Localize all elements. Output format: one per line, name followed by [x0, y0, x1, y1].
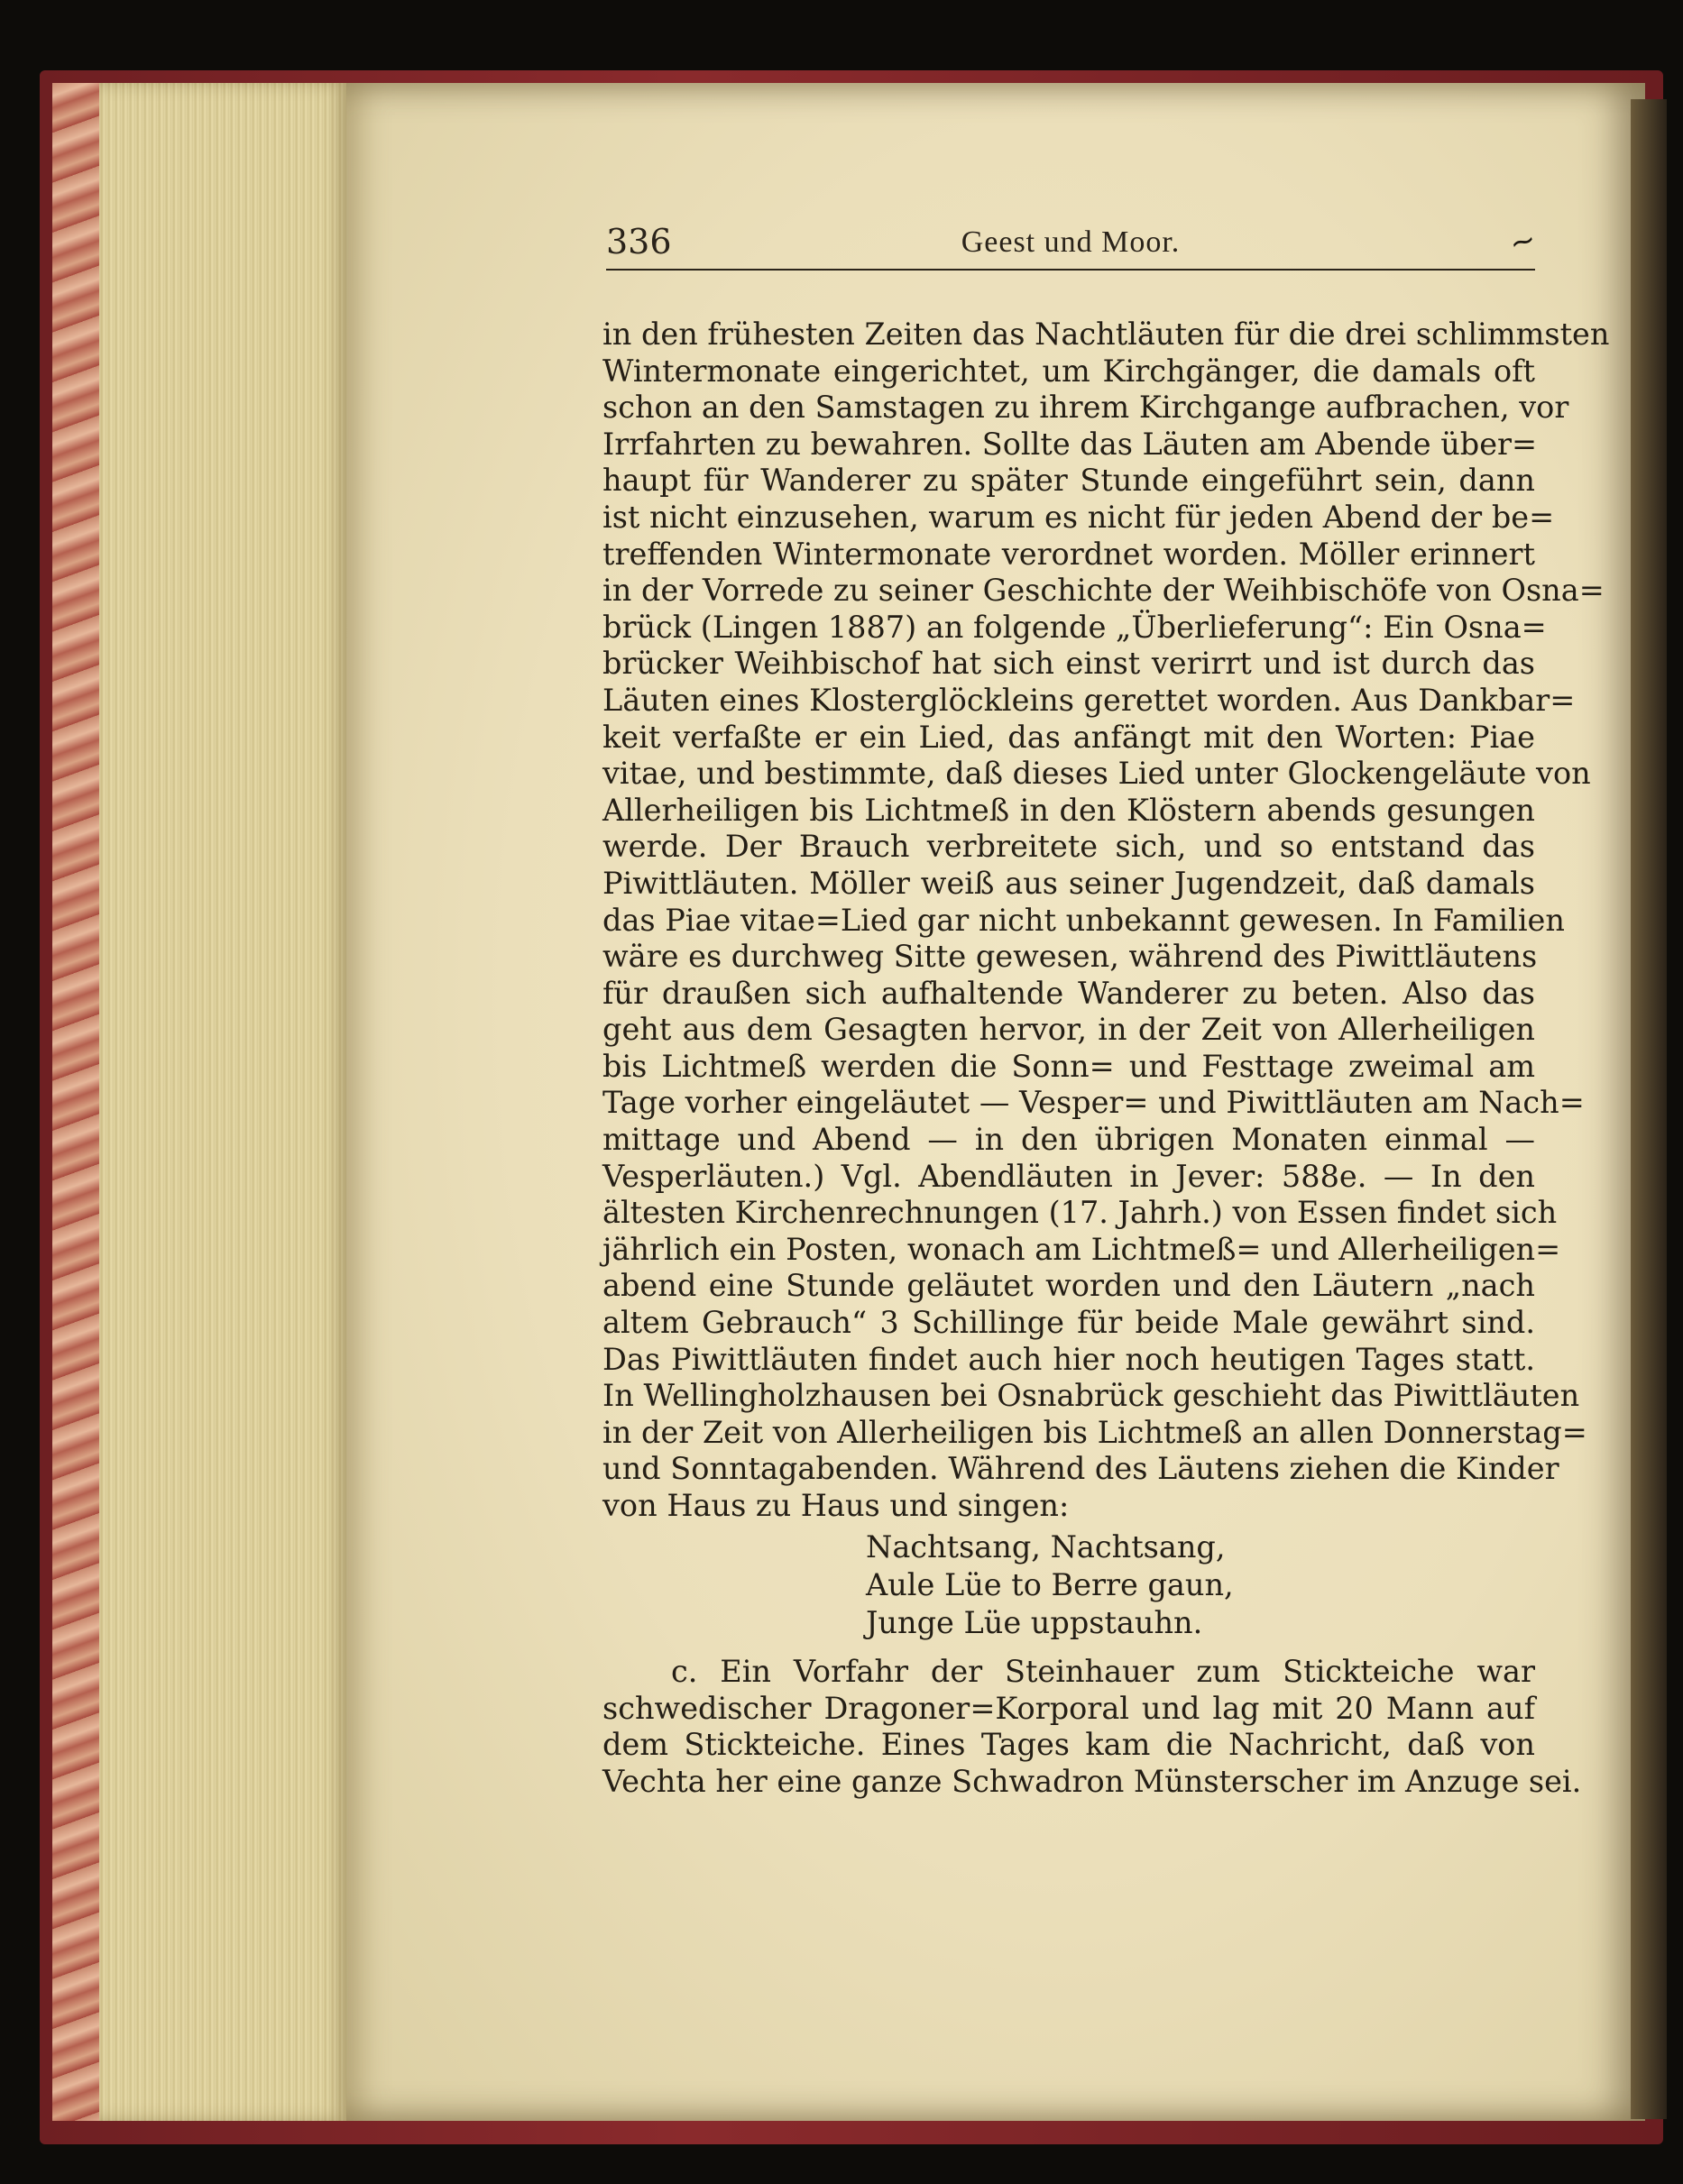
running-head: Geest und Moor. — [961, 225, 1181, 259]
text-line: mittage und Abend — in den übrigen Monaten einmal — — [602, 1122, 1535, 1158]
text-line: und Sonntagabenden. Während des Läutens ziehen die Kinder — [602, 1451, 1559, 1487]
text-line: jährlich ein Posten, wonach am Lichtmeß= und Allerheiligen= — [602, 1231, 1561, 1267]
text-line: keit verfaßte er ein Lied, das anfängt mit den Worten: Piae — [602, 719, 1535, 755]
text-line: haupt für Wanderer zu später Stunde eingeführt sein, dann — [602, 463, 1535, 499]
text-line: c. Ein Vorfahr der Steinhauer zum Stickteiche war — [671, 1654, 1535, 1689]
text-line: Das Piwittläuten findet auch hier noch heutigen Tages statt. — [602, 1341, 1535, 1377]
text-line: Vesperläuten.) Vgl. Abendläuten in Jever: 588e. — In den — [602, 1158, 1535, 1194]
text-line: ältesten Kirchenrechnungen (17. Jahrh.) von Essen findet sich — [602, 1195, 1558, 1231]
text-line: von Haus zu Haus und singen: — [602, 1488, 1070, 1523]
text-line: dem Stickteiche. Eines Tages kam die Nachricht, daß von — [602, 1727, 1535, 1763]
text-line: vitae, und bestimmte, daß dieses Lied unter Glockengeläute von — [602, 756, 1591, 792]
text-line: schwedischer Dragoner=Korporal und lag mit 20 Mann auf — [602, 1690, 1535, 1726]
text-line: das Piae vitae=Lied gar nicht unbekannt gewesen. In Familien — [602, 902, 1565, 938]
page-gutter-shadow — [1631, 99, 1667, 2119]
verse-line: Nachtsang, Nachtsang, — [866, 1529, 1226, 1565]
main-paragraph — [602, 317, 1610, 1525]
text-line: brück (Lingen 1887) an folgende „Überlieferung“: Ein Osna= — [602, 609, 1547, 645]
text-line: Wintermonate eingerichtet, um Kirchgänger, die damals oft — [602, 353, 1535, 389]
paragraph-c — [602, 1654, 1582, 1800]
text-line: geht aus dem Gesagten hervor, in der Zeit von Allerheiligen — [602, 1012, 1535, 1048]
text-line: in den frühesten Zeiten das Nachtläuten für die drei schlimmsten — [602, 317, 1610, 352]
text-line: Läuten eines Klosterglöckleins gerettet worden. Aus Dankbar= — [602, 682, 1576, 718]
ink-mark: ~ — [1504, 220, 1540, 263]
verse-line: Junge Lüe uppstauhn. — [866, 1605, 1203, 1640]
verse-line: Aule Lüe to Berre gaun, — [866, 1567, 1234, 1602]
text-line: bis Lichtmeß werden die Sonn= und Festtage zweimal am — [602, 1048, 1535, 1084]
text-line: in der Vorrede zu seiner Geschichte der Weihbischöfe von Osna= — [602, 573, 1605, 609]
page-header — [606, 216, 1540, 271]
verse-block — [866, 1528, 1234, 1642]
text-line: wäre es durchweg Sitte gewesen, während des Piwittläutens — [602, 939, 1538, 975]
text-line: brücker Weihbischof hat sich einst verirrt und ist durch das — [602, 646, 1535, 682]
text-line: werde. Der Brauch verbreitete sich, und so entstand das — [602, 829, 1535, 865]
text-line: abend eine Stunde geläutet worden und den Läutern „nach — [602, 1268, 1535, 1304]
text-line: Irrfahrten zu bewahren. Sollte das Läuten am Abende über= — [602, 426, 1538, 462]
page-stack — [99, 83, 348, 2121]
text-line: ist nicht einzusehen, warum es nicht für jeden Abend der be= — [602, 499, 1555, 535]
text-line: In Wellingholzhausen bei Osnabrück geschieht das Piwittläuten — [602, 1378, 1580, 1414]
text-line: Vechta her eine ganze Schwadron Münsterscher im Anzuge sei. — [602, 1763, 1582, 1799]
text-line: Allerheiligen bis Lichtmeß in den Klöstern abends gesungen — [602, 792, 1535, 828]
page-number: 336 — [606, 222, 672, 262]
marbled-edge — [52, 83, 106, 2121]
text-line: Piwittläuten. Möller weiß aus seiner Jugendzeit, daß damals — [602, 865, 1535, 901]
text-line: schon an den Samstagen zu ihrem Kirchgange aufbrachen, vor — [602, 390, 1569, 426]
text-line: altem Gebrauch“ 3 Schillinge für beide Male gewährt sind. — [602, 1305, 1535, 1341]
text-line: Tage vorher eingeläutet — Vesper= und Piwittläuten am Nach= — [602, 1085, 1585, 1121]
text-line: für draußen sich aufhaltende Wanderer zu beten. Also das — [602, 975, 1535, 1011]
text-line: in der Zeit von Allerheiligen bis Lichtmeß an allen Donnerstag= — [602, 1414, 1587, 1450]
text-line: treffenden Wintermonate verordnet worden. Möller erinnert — [602, 536, 1535, 572]
